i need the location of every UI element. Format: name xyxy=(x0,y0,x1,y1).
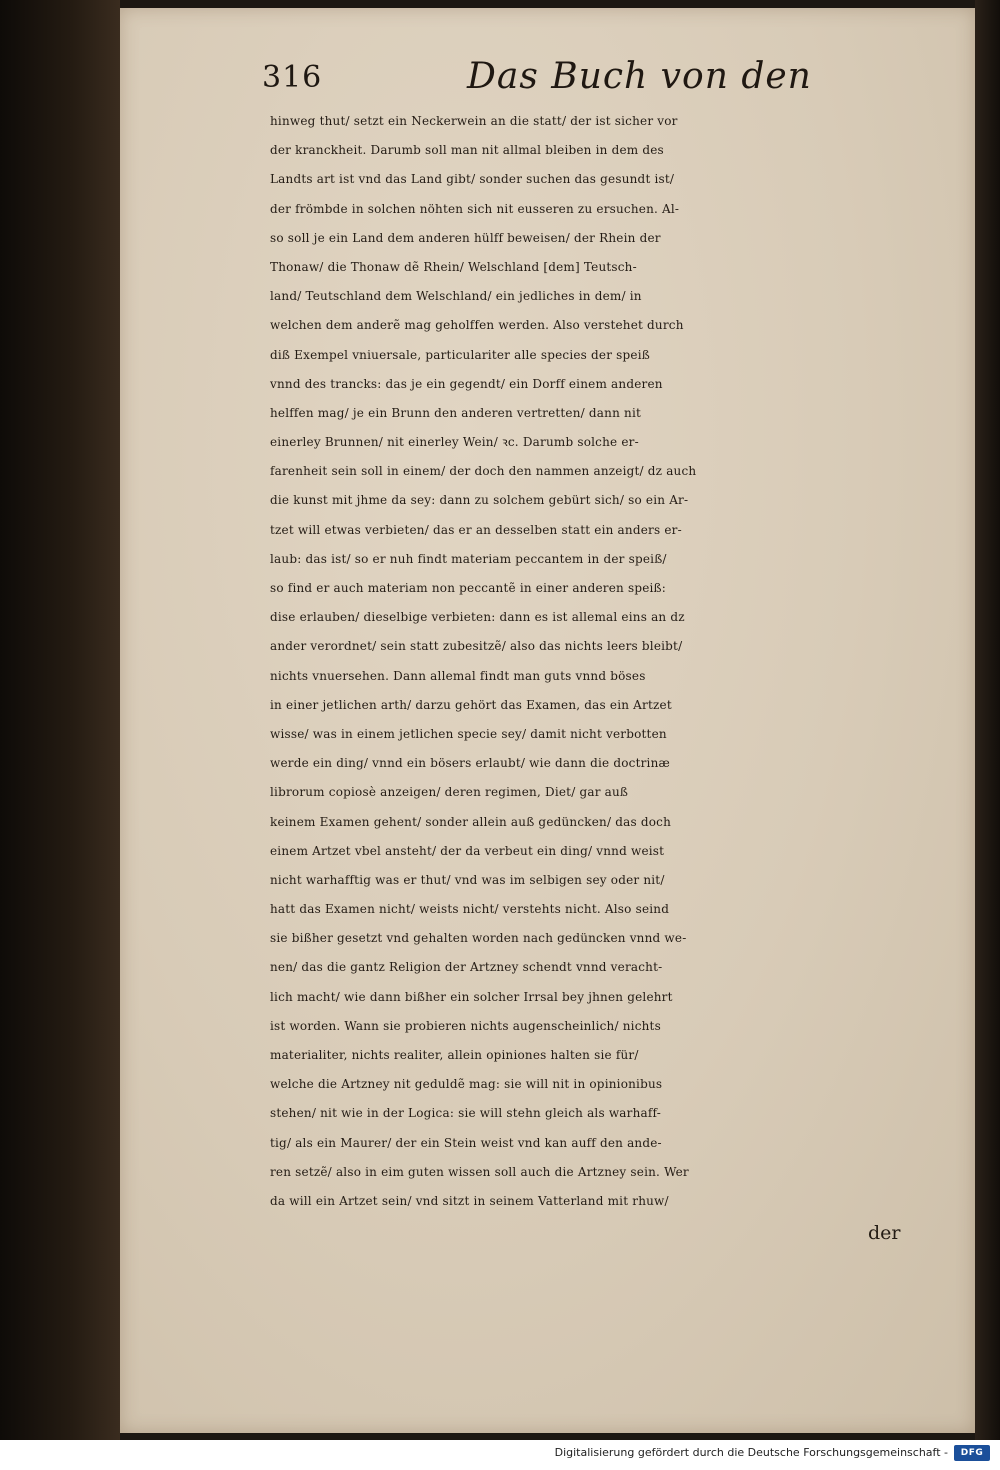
text-line: laub: das ist/ so er nuh findt materiam peccantem in der speiß/ xyxy=(270,551,667,566)
text-line: so soll je ein Land dem anderen hülff beweisen/ der Rhein der xyxy=(270,230,661,245)
text-line: lich macht/ wie dann bißher ein solcher Irrsal bey jhnen gelehrt xyxy=(270,989,673,1004)
footer-bar xyxy=(0,1440,1000,1470)
running-head-title: Das Buch von den xyxy=(467,56,812,97)
text-line: diß Exempel vniuersale, particulariter alle species der speiß xyxy=(270,347,650,362)
text-line: welche die Artzney nit geduldẽ mag: sie will nit in opinionibus xyxy=(270,1077,663,1092)
text-line: da will ein Artzet sein/ vnd sitzt in seinem Vatterland mit rhuw/ xyxy=(270,1193,669,1208)
page-number: 316 xyxy=(262,60,323,95)
text-line: stehen/ nit wie in der Logica: sie will stehn gleich als warhaff- xyxy=(270,1106,661,1121)
text-line: ren setzẽ/ also in eim guten wissen soll auch die Artzney sein. Wer xyxy=(270,1164,689,1179)
text-line: ist worden. Wann sie probieren nichts augenscheinlich/ nichts xyxy=(270,1018,661,1033)
text-line: der kranckheit. Darumb soll man nit allmal bleiben in dem des xyxy=(270,143,664,158)
text-line: hinweg thut/ setzt ein Neckerwein an die statt/ der ist sicher vor xyxy=(270,114,678,128)
text-line: so find er auch materiam non peccantẽ in einer anderen speiß: xyxy=(270,581,667,595)
text-line: der frömbde in solchen nöhten sich nit eusseren zu ersuchen. Al- xyxy=(270,201,680,216)
text-line: sie bißher gesetzt vnd gehalten worden nach gedüncken vnnd we- xyxy=(270,931,687,946)
text-line: nen/ das die gantz Religion der Artzney schendt vnnd veracht- xyxy=(270,960,663,975)
text-line: keinem Examen gehent/ sonder allein auß gedüncken/ das doch xyxy=(270,814,671,829)
text-line: werde ein ding/ vnnd ein bösers erlaubt/ wie dann die doctrinæ xyxy=(270,756,670,771)
text-line: Landts art ist vnd das Land gibt/ sonder suchen das gesundt ist/ xyxy=(270,172,675,187)
text-line: wisse/ was in einem jetlichen specie sey/ damit nicht verbotten xyxy=(270,726,667,741)
text-line: nicht warhafftig was er thut/ vnd was im selbigen sey oder nit/ xyxy=(270,872,665,887)
text-line: ander verordnet/ sein statt zubesitzẽ/ also das nichts leers bleibt/ xyxy=(270,639,683,654)
text-line: materialiter, nichts realiter, allein opiniones halten sie für/ xyxy=(270,1048,639,1062)
text-line: in einer jetlichen arth/ darzu gehört das Examen, das ein Artzet xyxy=(270,697,672,712)
text-line: Thonaw/ die Thonaw dẽ Rhein/ Welschland [dem] Teutsch- xyxy=(270,259,637,274)
text-line: die kunst mit jhme da sey: dann zu solchem gebürt sich/ so ein Ar- xyxy=(270,493,689,508)
running-head xyxy=(262,56,902,106)
text-line: einem Artzet vbel ansteht/ der da verbeut ein ding/ vnnd weist xyxy=(270,843,665,858)
funding-credit: Digitalisierung gefördert durch die Deutsche Forschungsgemeinschaft - xyxy=(554,1446,948,1459)
book-binding-edge xyxy=(0,0,120,1440)
text-line: einerley Brunnen/ nit einerley Wein/ ꝛc. Darumb solche er- xyxy=(270,435,639,450)
text-line: farenheit sein soll in einem/ der doch den nammen anzeigt/ dz auch xyxy=(270,464,697,479)
text-line: welchen dem anderẽ mag geholffen werden. Also verstehet durch xyxy=(270,318,684,333)
text-line: tzet will etwas verbieten/ das er an desselben statt ein anders er- xyxy=(270,522,682,537)
text-line: helffen mag/ je ein Brunn den anderen vertretten/ dann nit xyxy=(270,405,642,420)
text-line: librorum copiosè anzeigen/ deren regimen, Diet/ gar auß xyxy=(270,785,629,800)
text-line: dise erlauben/ dieselbige verbieten: dann es ist allemal eins an dz xyxy=(270,610,685,625)
text-line: hatt das Examen nicht/ weists nicht/ verstehts nicht. Also seind xyxy=(270,902,670,917)
text-line: nichts vnuersehen. Dann allemal findt man guts vnnd böses xyxy=(270,668,646,683)
book-right-edge xyxy=(975,0,1000,1440)
text-line: tig/ als ein Maurer/ der ein Stein weist vnd kan auff den ande- xyxy=(270,1135,662,1150)
dfg-logo-icon[interactable]: DFG xyxy=(954,1445,990,1461)
catchword: der xyxy=(868,1222,901,1244)
text-line: land/ Teutschland dem Welschland/ ein jedliches in dem/ in xyxy=(270,289,642,304)
text-line: vnnd des trancks: das je ein gegendt/ ein Dorff einem anderen xyxy=(270,376,663,391)
body-text xyxy=(270,107,930,1216)
